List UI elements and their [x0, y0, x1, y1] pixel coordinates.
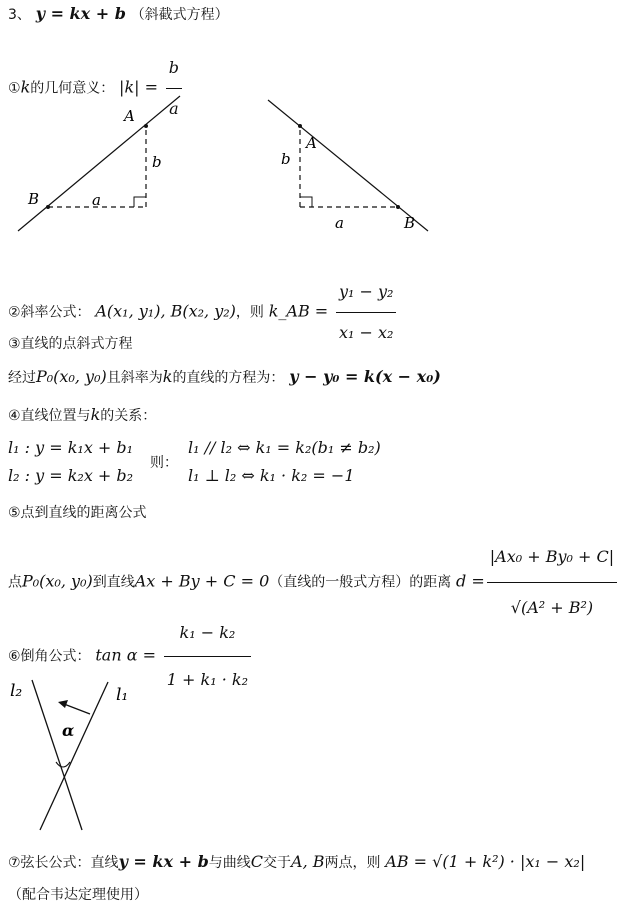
item5-mid: 到直线: [92, 574, 135, 591]
item1-label: ①: [8, 80, 21, 97]
item4-label: ④直线位置与: [8, 408, 91, 424]
item3-point: P₀(x₀, y₀): [36, 367, 107, 386]
item4-parallel: l₁ // l₂ ⇔ k₁ = k₂(b₁ ≠ b₂): [188, 438, 381, 457]
item3-heading: [8, 333, 133, 354]
item1-k: k: [20, 77, 31, 97]
item7-label: ⑦弦长公式：直线: [8, 855, 119, 871]
section-heading: [8, 4, 229, 25]
item5-label: ⑤点到直线的距离公式: [8, 505, 147, 521]
heading-number: 3、: [8, 7, 31, 23]
heading-name: （斜截式方程）: [130, 7, 229, 23]
item1-text: 的几何意义：: [30, 80, 115, 97]
label-l1: l₁: [116, 685, 129, 705]
right-slope-line: [268, 100, 428, 231]
item2-frac-num: y₁ − y₂: [336, 272, 396, 313]
left-label-a: a: [92, 191, 101, 209]
right-label-A: A: [306, 134, 317, 152]
left-label-A: A: [124, 107, 135, 125]
item2-lhs: k_AB =: [268, 301, 329, 321]
item1-frac-den: a: [169, 99, 179, 118]
item5-frac-den: √(A² + B²): [510, 598, 594, 617]
right-point-B: [396, 205, 400, 209]
item3-mid: 且斜率为: [106, 370, 163, 386]
item3-label: ③直线的点斜式方程: [8, 336, 133, 352]
angle-arrow-head: [58, 700, 68, 708]
item2-frac-den: x₁ − x₂: [339, 323, 394, 342]
item1-formula-lhs: |k| =: [119, 77, 159, 97]
item2-points: A(x₁, y₁), B(x₂, y₂): [95, 301, 236, 321]
item2-label: ②斜率公式：: [8, 304, 91, 321]
item4-l2: l₂ : y = k₂x + b₂: [8, 466, 134, 485]
right-label-a: a: [335, 214, 344, 232]
left-point-B: [46, 205, 50, 209]
item1-frac-num: b: [166, 48, 182, 89]
slope-figure: [0, 88, 635, 248]
left-label-B: B: [28, 190, 40, 208]
item5-point: P₀(x₀, y₀): [22, 571, 93, 591]
angle-arc: [56, 762, 70, 767]
item5-fraction: [487, 532, 617, 633]
item7-mid1: 与曲线: [208, 855, 251, 871]
item4-then: 则：: [150, 455, 178, 471]
item5-lhs: d =: [456, 571, 485, 591]
item5-paren: （直线的一般式方程）的距离: [269, 574, 452, 591]
item7-mid2: 交于: [263, 855, 292, 871]
angle-figure: [0, 668, 200, 848]
angle-arrow-shaft: [64, 704, 90, 714]
left-point-A: [144, 124, 148, 128]
item7-C: C: [250, 852, 264, 871]
left-label-b: b: [152, 153, 162, 171]
item4-heading: [8, 405, 156, 426]
item5-heading: [8, 502, 147, 523]
item6-label: ⑥倒角公式：: [8, 648, 91, 665]
item7-formula: AB = √(1 + k²) · |x₁ − x₂|: [385, 852, 586, 871]
right-label-B: B: [404, 214, 416, 232]
item2-fraction: [336, 272, 396, 353]
item3-pre: 经过: [8, 370, 36, 386]
item2-then: ，则: [235, 304, 264, 321]
item6-lhs: tan α =: [95, 645, 156, 665]
item7-line-eq: y = kx + b: [118, 852, 209, 871]
item7-mid3: 两点，则: [324, 855, 381, 871]
item6-frac-num: k₁ − k₂: [164, 610, 251, 657]
item4-l1: l₁ : y = k₁x + b₁: [8, 438, 134, 457]
item3-statement: [8, 367, 441, 388]
right-right-angle-mark: [300, 197, 312, 207]
item4-label-end: 的关系：: [100, 408, 157, 424]
item3-equation: y − y₀ = k(x − x₀): [289, 367, 441, 386]
item3-k: k: [162, 367, 173, 386]
item4-perpendicular: l₁ ⊥ l₂ ⇔ k₁ · k₂ = −1: [188, 466, 355, 485]
item4-k: k: [90, 405, 101, 424]
item7-chord-formula: [8, 852, 585, 873]
heading-formula: y = kx + b: [35, 4, 126, 23]
right-label-b: b: [281, 150, 291, 168]
label-alpha: α: [62, 721, 75, 740]
label-l2: l₂: [10, 681, 23, 701]
item3-post: 的直线的方程为：: [172, 370, 285, 386]
item7-AB-points: A, B: [291, 852, 325, 871]
item5-line-eq: Ax + By + C = 0: [134, 571, 270, 591]
item4-l1-eq: [8, 438, 133, 458]
item6-frac-den: 1 + k₁ · k₂: [166, 670, 249, 689]
item5-pre: 点: [8, 574, 22, 591]
item5-frac-num: |Ax₀ + By₀ + C|: [487, 532, 617, 583]
item7-note: （配合韦达定理使用）: [8, 887, 148, 903]
right-point-A: [298, 124, 302, 128]
left-right-angle-mark: [134, 197, 146, 207]
item4-l2-eq: [8, 466, 133, 486]
